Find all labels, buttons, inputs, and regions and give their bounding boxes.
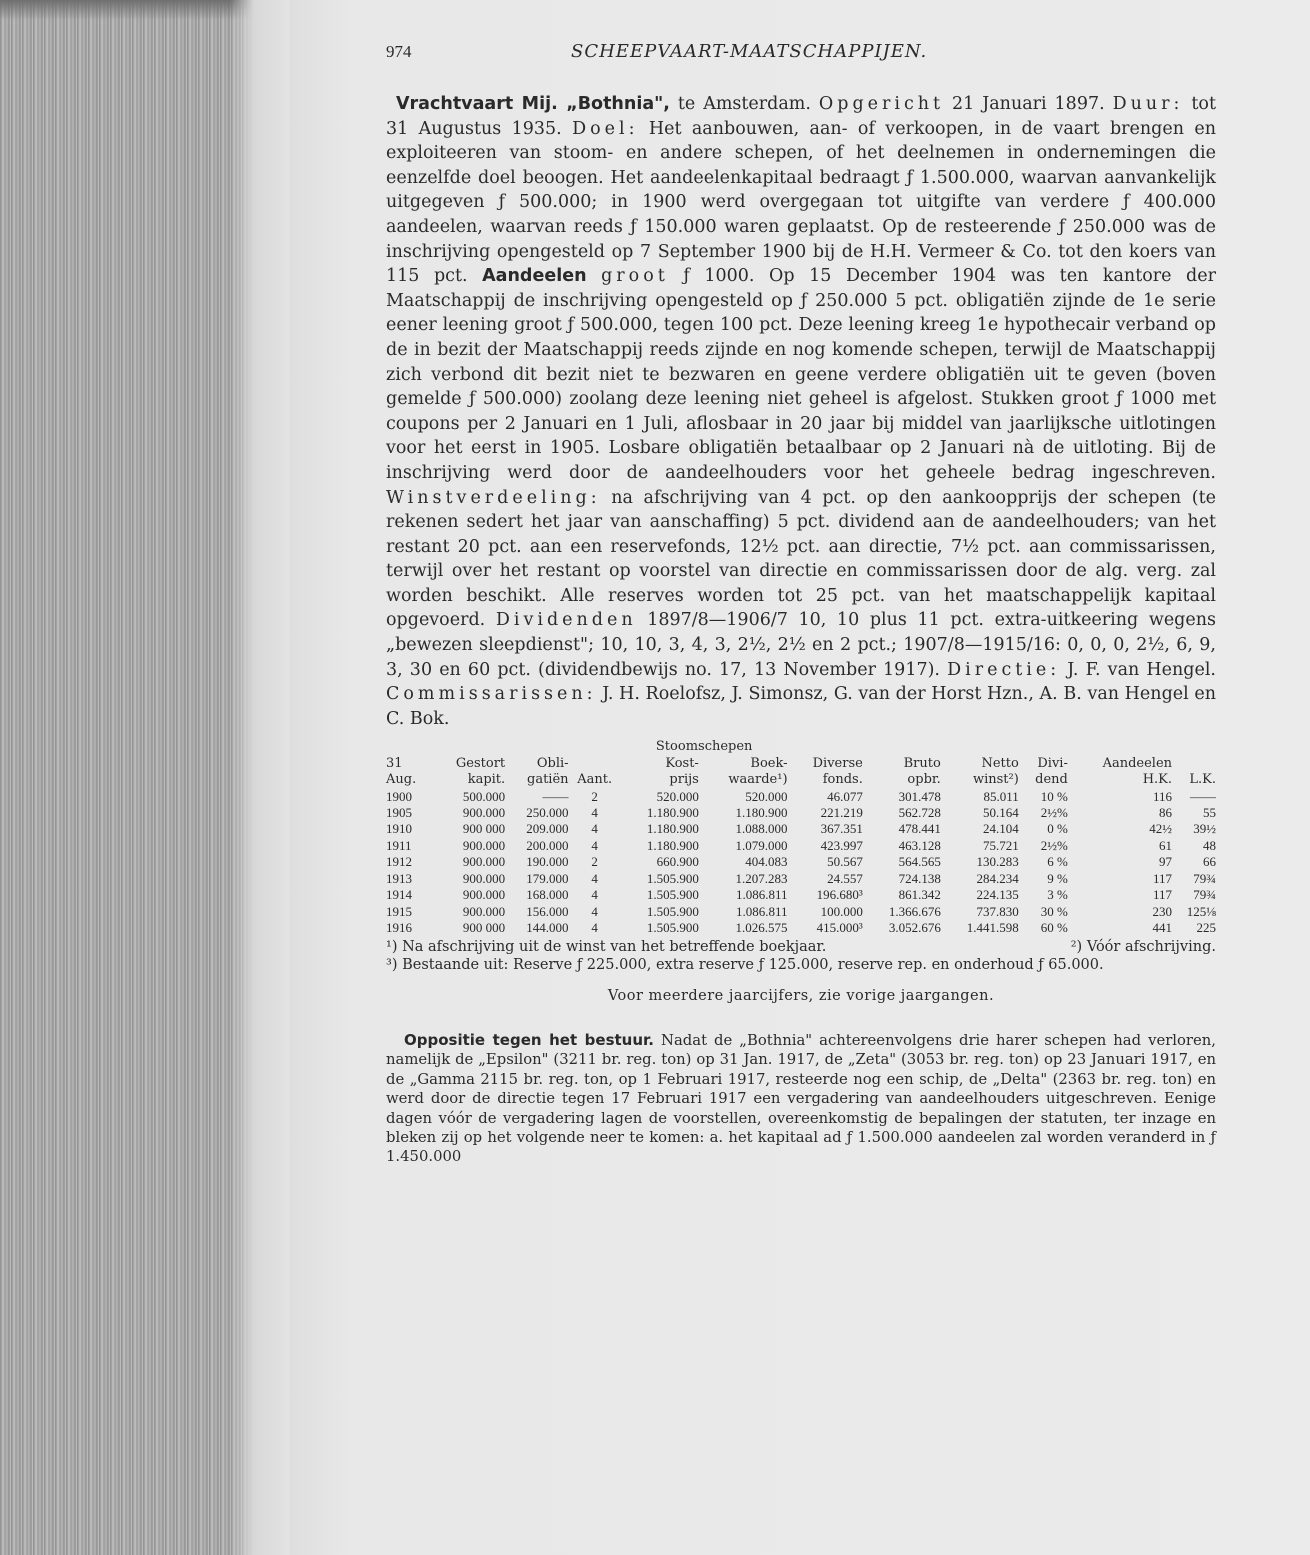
column-header: Obli-: [536, 755, 569, 771]
table-cell: 9 %: [1047, 870, 1068, 886]
table-cell: 1910: [386, 821, 412, 837]
text-segment-normal: tot 31 Augustus 1935.: [386, 94, 1216, 139]
column-header: [569, 756, 621, 772]
table-body: [386, 789, 1216, 937]
table-row: [386, 805, 1216, 821]
table-cell: 1900: [386, 788, 412, 804]
table-cell: 737.830: [976, 903, 1019, 919]
financial-table-section: [386, 739, 1216, 936]
column-header: Divi-: [1037, 755, 1068, 771]
table-cell: 100.000: [820, 903, 863, 919]
table-cell: 900.000: [462, 805, 506, 821]
more-figures-note: Voor meerdere jaarcijfers, zie vorige jaargangen.: [607, 988, 995, 1005]
table-cell: 900.000: [462, 854, 506, 870]
column-header: opbr.: [907, 772, 941, 788]
column-header: waarde¹): [728, 772, 788, 788]
text-segment-normal: [587, 266, 602, 286]
table-cell: 900.000: [462, 887, 506, 903]
table-cell: 4: [591, 821, 598, 837]
table-cell: 4: [591, 837, 598, 853]
text-segment-spaced: Doel:: [572, 118, 639, 139]
text-segment-normal: J. H. Roelofsz, J. Simonsz, G. van der Horst Hzn., A. B. van Hengel en C. Bok.: [386, 684, 1216, 729]
table-cell: 1.180.900: [646, 805, 699, 821]
table-cell: 1916: [386, 919, 412, 935]
footnote-3: ³) Bestaande uit: Reserve ƒ 225.000, extra reserve ƒ 125.000, reserve rep. en onderhoud ƒ 65.000.: [386, 957, 1104, 974]
table-cell: 463.128: [898, 837, 941, 853]
column-header: gatiën: [527, 772, 569, 788]
table-cell: 1912: [386, 854, 412, 870]
table-cell: 3 %: [1047, 887, 1068, 903]
text-segment-normal: ƒ 1000. Op 15 December 1904 was ten kantore der Maatschappij de inschrijving opengesteld op ƒ 250.000 5 pct. obligatiën zijnde de 1e serie eener leening groot ƒ 500.000, tegen 100 pct. Deze leening kreeg 1e hypothecair verband op de in bezit der Maatschappij reeds zijnde en nog komende schepen, terwijl de Maatschappij zich verbond dit bezit niet te bezwaren en geene verdere obligatiën uit te geven (boven gemelde ƒ 500.000) zoolang deze leening niet geheel is afgelost. Stukken groot ƒ 1000 met coupons per 2 Januari en 1 Juli, aflosbaar in 20 jaar bij middel van jaarlijksche uitlotingen voor het eerst in 1905. Losbare obligatiën betaalbaar op 2 Januari nà de uitloting. Bij de inschrijving werd door de aandeelhouders voor het geheele bedrag ingeschreven.: [386, 266, 1216, 483]
table-cell: 900.000: [462, 837, 506, 853]
table-cell: 1.505.900: [646, 887, 699, 903]
table-cell: 66: [1203, 854, 1216, 870]
table-cell: 48: [1203, 837, 1216, 853]
column-header: Bruto: [903, 755, 941, 771]
table-cell: 2½%: [1040, 805, 1068, 821]
opposition-title: Oppositie tegen het bestuur.: [404, 1030, 654, 1049]
table-cell: 117: [1152, 870, 1173, 886]
text-segment-normal: 21 Januari 1897.: [944, 94, 1113, 114]
column-header: [1172, 756, 1216, 772]
table-cell: 4: [591, 887, 598, 903]
table-cell: 1.505.900: [646, 870, 699, 886]
company-entry: [386, 92, 1216, 731]
table-cell: 1.366.676: [888, 903, 941, 919]
table-cell: 0 %: [1047, 821, 1068, 837]
table-cell: 24.557: [827, 870, 863, 886]
table-cell: 250.000: [526, 805, 569, 821]
table-cell: 75.721: [983, 837, 1019, 853]
table-cell: 39½: [1193, 821, 1216, 837]
table-cell: 24.104: [983, 821, 1019, 837]
table-cell: ——: [542, 788, 569, 804]
table-cell: 79¾: [1193, 870, 1216, 886]
table-cell: 1.086.811: [736, 903, 788, 919]
text-segment-normal: na afschrijving van 4 pct. op den aankoopprijs der schepen (te rekenen sedert het jaar van aanschaffing) 5 pct. dividend aan de aandeelhouders; van het restant 20 pct. aan een reservefonds, 12½ pct. aan directie, 7½ pct. aan commissarissen, terwijl over het restant op voorstel van directie en commissarissen door de alg. verg. zal worden beschikt. Alle reserves worden tot 25 pct. van het maatschappelijk kapitaal opgevoerd.: [386, 487, 1216, 631]
column-header: dend: [1035, 772, 1068, 788]
table-cell: 900.000: [462, 870, 506, 886]
table-row: [386, 838, 1216, 854]
table-cell: 1.180.900: [646, 821, 699, 837]
column-header: Diverse: [812, 755, 863, 771]
column-header: Kost-: [665, 755, 699, 771]
group-header-stoomschepen: Stoomschepen: [655, 739, 753, 755]
footnote-2: ²) Vóór afschrijving.: [1070, 939, 1216, 956]
table-cell: 168.000: [526, 887, 569, 903]
column-header: kapit.: [467, 772, 506, 788]
footnotes: [386, 938, 1216, 974]
table-cell: 660.900: [656, 854, 699, 870]
column-header: Aug.: [386, 772, 417, 788]
table-cell: 30 %: [1040, 903, 1068, 919]
table-cell: 116: [1152, 788, 1173, 804]
table-row: [386, 789, 1216, 805]
footnote-1: ¹) Na afschrijving uit de winst van het betreffende boekjaar.: [386, 939, 827, 956]
text-segment-spaced: Duur:: [1112, 94, 1184, 114]
table-cell: 2: [591, 854, 598, 870]
company-description: [386, 94, 1216, 729]
table-cell: 2: [591, 788, 598, 804]
table-cell: 520.000: [656, 788, 699, 804]
column-header: 31: [386, 755, 403, 771]
column-header: Boek-: [750, 755, 788, 771]
table-cell: 60 %: [1040, 919, 1068, 935]
table-cell: 1.088.000: [735, 821, 788, 837]
table-row: [386, 821, 1216, 837]
table-cell: 85.011: [983, 788, 1019, 804]
table-cell: 404.083: [745, 854, 788, 870]
table-cell: 1.207.283: [735, 870, 788, 886]
table-cell: 900 000: [462, 821, 506, 837]
table-cell: 1.079.000: [735, 837, 788, 853]
text-segment-normal: Het aanbouwen, aan- of verkoopen, in de vaart brengen en exploiteeren van stoom- en andere schepen, of het deelnemen in ondernemingen die eenzelfde doel beoogen. Het aandeelenkapitaal bedraagt ƒ 1.500.000, waarvan aanvankelijk uitgegeven ƒ 500.000; in 1900 werd overgegaan tot uitgifte van verdere ƒ 400.000 aandeelen, waarvan reeds ƒ 150.000 waren geplaatst. Op de resteerende ƒ 250.000 was de inschrijving opengesteld op 7 September 1900 bij de H.H. Vermeer & Co. tot den koers van 115 pct.: [386, 118, 1216, 287]
table-row: [386, 920, 1216, 936]
table-row: [386, 887, 1216, 903]
text-segment-spaced: Dividenden: [495, 610, 637, 631]
text-segment-spaced: Winstverdeeling:: [386, 487, 601, 508]
column-header: Aandeelen: [1102, 755, 1173, 771]
table-cell: 4: [591, 919, 598, 935]
table-cell: 500.000: [462, 788, 506, 804]
column-header: fonds.: [822, 772, 863, 788]
table-cell: 42½: [1149, 821, 1173, 837]
table-cell: 284.234: [976, 870, 1019, 886]
table-row: [386, 871, 1216, 887]
column-header: H.K.: [1142, 772, 1173, 788]
table-cell: 86: [1159, 805, 1173, 821]
table-group-header-row: [386, 739, 1216, 755]
table-row: [386, 854, 1216, 870]
text-segment-spaced: Commissarissen:: [386, 684, 597, 705]
running-header: [386, 40, 1216, 80]
page-content: [386, 40, 1216, 1182]
table-cell: 79¾: [1193, 887, 1216, 903]
table-cell: 564.565: [898, 854, 941, 870]
text-segment-spaced: groot: [601, 266, 669, 287]
table-cell: 1911: [386, 837, 412, 853]
table-cell: 130.283: [976, 854, 1019, 870]
table-cell: 1.180.900: [735, 805, 788, 821]
table-cell: 225: [1196, 919, 1216, 935]
table-cell: 1905: [386, 805, 412, 821]
table-header-row-1: [386, 756, 1216, 772]
table-cell: 441: [1152, 919, 1173, 935]
table-cell: 61: [1159, 837, 1173, 853]
table-cell: 190.000: [526, 854, 569, 870]
table-cell: 301.478: [898, 788, 941, 804]
table-cell: 4: [591, 805, 598, 821]
table-cell: 1.026.575: [735, 919, 788, 935]
table-cell: 1.086.811: [736, 887, 788, 903]
table-cell: 520.000: [745, 788, 788, 804]
table-cell: 1913: [386, 870, 412, 886]
table-cell: 861.342: [898, 887, 941, 903]
text-segment-bold: Aandeelen: [482, 266, 587, 287]
table-cell: 4: [591, 870, 598, 886]
running-title: SCHEEPVAART-MAATSCHAPPIJEN.: [571, 41, 928, 62]
table-cell: 3.052.676: [888, 919, 941, 935]
page-number: 974: [386, 42, 412, 61]
table-cell: 423.997: [820, 837, 863, 853]
table-cell: 900.000: [462, 903, 506, 919]
table-cell: 221.219: [820, 805, 863, 821]
text-segment-spaced: Directie:: [947, 659, 1061, 680]
text-segment-normal: 1897/8—1906/7 10, 10 plus 11 pct. extra-uitkeering wegens „bewezen sleepdienst"; 10, 10, 3, 4, 3, 2½, 2½ en 2 pct.; 1907/8—1915/16: 0, 0, 0, 2½, 6, 9, 3, 30 en 60 pct. (dividendbewijs no. 17, 13 November 1917).: [386, 610, 1216, 680]
table-cell: 1915: [386, 903, 412, 919]
table-cell: ——: [1190, 788, 1216, 804]
table-cell: 2½%: [1040, 837, 1068, 853]
table-cell: 10 %: [1040, 788, 1068, 804]
financial-table: [386, 739, 1216, 936]
table-cell: 117: [1152, 887, 1173, 903]
text-segment-normal: te Amsterdam.: [669, 94, 819, 114]
column-header: Gestort: [455, 755, 506, 771]
table-cell: 415.000³: [816, 919, 863, 935]
table-cell: 562.728: [898, 805, 941, 821]
table-cell: 50.164: [983, 805, 1019, 821]
table-cell: 230: [1152, 903, 1173, 919]
table-cell: 55: [1203, 805, 1216, 821]
table-cell: 179.000: [526, 870, 569, 886]
table-cell: 478.441: [898, 821, 941, 837]
table-cell: 900 000: [462, 919, 506, 935]
table-row: [386, 904, 1216, 920]
table-cell: 97: [1159, 854, 1173, 870]
company-name: Vrachtvaart Mij. „Bothnia",: [396, 94, 670, 114]
table-header-row-2: [386, 772, 1216, 788]
table-cell: 1.441.598: [966, 919, 1019, 935]
table-cell: 6 %: [1047, 854, 1068, 870]
table-cell: 50.567: [827, 854, 863, 870]
column-header: L.K.: [1189, 772, 1216, 788]
table-cell: 196.680³: [816, 887, 863, 903]
table-cell: 367.351: [820, 821, 863, 837]
opposition-text: Nadat de „Bothnia" achtereenvolgens drie harer schepen had verloren, namelijk de „Epsilon" (3211 br. reg. ton) op 31 Jan. 1917, de „Zeta" (3053 br. reg. ton) op 23 Januari 1917, en de „Gamma 2115 br. reg. ton, op 1 Februari 1917, resteerde nog een schip, de „Delta" (2363 br. reg. ton) en werd door de directie tegen 17 Februari 1917 een vergadering van aandeelhouders uitgeschreven. Eenige dagen vóór de vergadering lagen de voorstellen, overeenkomstig de bepalingen der statuten, ter inzage en bleken zij op het volgende neer te komen: a. het kapitaal ad ƒ 1.500.000 aandeelen zal worden veranderd in ƒ 1.450.000: [386, 1031, 1216, 1166]
text-segment-spaced: Opgericht: [818, 94, 945, 114]
table-cell: 156.000: [526, 903, 569, 919]
table-cell: 46.077: [827, 788, 863, 804]
column-header: Netto: [981, 755, 1019, 771]
table-cell: 4: [591, 903, 598, 919]
table-cell: 125⅛: [1186, 903, 1216, 919]
table-cell: 1.505.900: [646, 919, 699, 935]
column-header: prijs: [669, 772, 699, 788]
table-cell: 1914: [386, 887, 412, 903]
book-gutter: [230, 0, 290, 1555]
text-segment-normal: J. F. van Hengel.: [1060, 659, 1216, 680]
table-cell: 1.505.900: [646, 903, 699, 919]
table-cell: 144.000: [526, 919, 569, 935]
table-cell: 724.138: [898, 870, 941, 886]
table-cell: 1.180.900: [646, 837, 699, 853]
table-cell: 224.135: [976, 887, 1019, 903]
column-header: winst²): [972, 772, 1019, 788]
table-cell: 209.000: [526, 821, 569, 837]
column-header: Aant.: [577, 772, 613, 788]
table-cell: 200.000: [526, 837, 569, 853]
opposition-paragraph: [386, 1031, 1216, 1167]
